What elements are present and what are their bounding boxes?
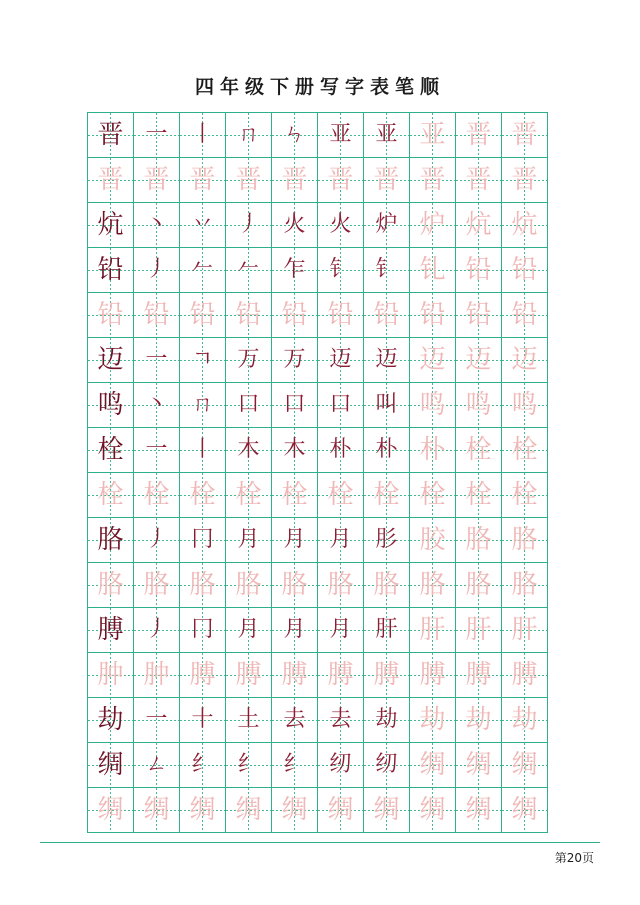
stroke-step-cell: 肝	[502, 608, 548, 653]
trace-character-cell: 铅	[410, 293, 456, 338]
stroke-step-cell: 肝	[410, 608, 456, 653]
trace-character-cell: 绸	[410, 788, 456, 833]
trace-character-cell: 栓	[318, 473, 364, 518]
stroke-step-cell: 劫	[502, 698, 548, 743]
stroke-step-cell: 绸	[410, 743, 456, 788]
model-character-cell: 鸣	[88, 383, 134, 428]
trace-character-cell: 晋	[134, 158, 180, 203]
stroke-step-cell: 劫	[456, 698, 502, 743]
stroke-step-cell: 鸣	[410, 383, 456, 428]
stroke-step-cell: 去	[272, 698, 318, 743]
trace-character-cell: 胳	[364, 563, 410, 608]
stroke-step-cell: 月	[226, 518, 272, 563]
model-character-cell: 迈	[88, 338, 134, 383]
trace-character-cell: 铅	[226, 293, 272, 338]
stroke-step-cell: 土	[226, 698, 272, 743]
stroke-step-cell: 绸	[456, 743, 502, 788]
trace-character-cell: 绸	[272, 788, 318, 833]
trace-character-cell: 绸	[318, 788, 364, 833]
trace-character-cell: 栓	[502, 473, 548, 518]
trace-character-cell: 栓	[272, 473, 318, 518]
stroke-step-cell: 炕	[502, 203, 548, 248]
trace-character-cell: 铅	[318, 293, 364, 338]
stroke-step-cell: 口	[272, 383, 318, 428]
stroke-step-cell: 胳	[456, 518, 502, 563]
stroke-step-cell: 一	[134, 338, 180, 383]
footer-divider	[40, 842, 600, 843]
stroke-step-cell: 亚	[364, 113, 410, 158]
stroke-step-cell: 冂	[180, 608, 226, 653]
stroke-step-cell: 栓	[456, 428, 502, 473]
trace-character-cell: 铅	[272, 293, 318, 338]
stroke-step-cell: 叫	[364, 383, 410, 428]
stroke-step-cell: 口	[226, 383, 272, 428]
stroke-step-cell: 晋	[456, 113, 502, 158]
trace-character-cell: 铅	[134, 293, 180, 338]
stroke-step-cell: 万	[272, 338, 318, 383]
stroke-step-cell: 万	[226, 338, 272, 383]
stroke-step-cell: 迈	[364, 338, 410, 383]
stroke-step-cell: 纫	[318, 743, 364, 788]
trace-character-cell: 绸	[226, 788, 272, 833]
stroke-step-cell: 肝	[456, 608, 502, 653]
stroke-step-cell: 口	[318, 383, 364, 428]
stroke-step-cell: 火	[272, 203, 318, 248]
stroke-step-cell: 铅	[456, 248, 502, 293]
trace-character-cell: 绸	[364, 788, 410, 833]
stroke-step-cell: 亚	[410, 113, 456, 158]
stroke-step-cell: 月	[272, 518, 318, 563]
stroke-step-cell: 冂	[180, 518, 226, 563]
trace-character-cell: 膊	[318, 653, 364, 698]
trace-character-cell: 晋	[180, 158, 226, 203]
stroke-step-cell: 朴	[410, 428, 456, 473]
trace-character-cell: 铅	[364, 293, 410, 338]
stroke-step-cell: 钅	[318, 248, 364, 293]
stroke-step-cell: ㄱ	[180, 338, 226, 383]
stroke-step-cell: 炉	[410, 203, 456, 248]
stroke-step-cell: 迈	[456, 338, 502, 383]
trace-character-cell: 胳	[134, 563, 180, 608]
trace-character-cell: 铅	[180, 293, 226, 338]
trace-character-cell: 晋	[88, 158, 134, 203]
stroke-step-cell: 迈	[318, 338, 364, 383]
trace-character-cell: 铅	[88, 293, 134, 338]
stroke-order-grid	[87, 112, 548, 833]
stroke-step-cell: 𠂉	[180, 248, 226, 293]
trace-character-cell: 肿	[134, 653, 180, 698]
stroke-step-cell: 十	[180, 698, 226, 743]
trace-character-cell: 晋	[318, 158, 364, 203]
trace-character-cell: 栓	[134, 473, 180, 518]
trace-character-cell: 栓	[88, 473, 134, 518]
stroke-step-cell: 一	[134, 428, 180, 473]
stroke-step-cell: ㄥ	[134, 743, 180, 788]
trace-character-cell: 晋	[502, 158, 548, 203]
stroke-step-cell: 肜	[364, 518, 410, 563]
stroke-step-cell: 去	[318, 698, 364, 743]
stroke-step-cell: 丨	[180, 428, 226, 473]
stroke-step-cell: 火	[318, 203, 364, 248]
trace-character-cell: 栓	[226, 473, 272, 518]
model-character-cell: 膊	[88, 608, 134, 653]
trace-character-cell: 绸	[456, 788, 502, 833]
trace-character-cell: 绸	[88, 788, 134, 833]
stroke-step-cell: 月	[272, 608, 318, 653]
trace-character-cell: 膊	[502, 653, 548, 698]
model-character-cell: 栓	[88, 428, 134, 473]
stroke-step-cell: 丨	[180, 113, 226, 158]
stroke-step-cell: 丶	[134, 203, 180, 248]
trace-character-cell: 胳	[318, 563, 364, 608]
trace-character-cell: 铅	[456, 293, 502, 338]
trace-character-cell: 绸	[180, 788, 226, 833]
stroke-step-cell: 纟	[226, 743, 272, 788]
model-character-cell: 晋	[88, 113, 134, 158]
stroke-step-cell: 炉	[364, 203, 410, 248]
stroke-step-cell: 丷	[180, 203, 226, 248]
stroke-step-cell: 朴	[318, 428, 364, 473]
stroke-step-cell: 劫	[410, 698, 456, 743]
stroke-step-cell: 木	[272, 428, 318, 473]
stroke-step-cell: 钆	[410, 248, 456, 293]
stroke-step-cell: 乍	[272, 248, 318, 293]
stroke-step-cell: 鸣	[456, 383, 502, 428]
trace-character-cell: 膊	[456, 653, 502, 698]
model-character-cell: 胳	[88, 518, 134, 563]
model-character-cell: 绸	[88, 743, 134, 788]
stroke-step-cell: 铅	[502, 248, 548, 293]
stroke-step-cell: 木	[226, 428, 272, 473]
stroke-step-cell: 胳	[502, 518, 548, 563]
stroke-step-cell: 丿	[134, 518, 180, 563]
stroke-step-cell: 迈	[410, 338, 456, 383]
trace-character-cell: 胳	[502, 563, 548, 608]
model-character-cell: 铅	[88, 248, 134, 293]
stroke-step-cell: 亚	[318, 113, 364, 158]
trace-character-cell: 栓	[180, 473, 226, 518]
stroke-step-cell: 𠂉	[226, 248, 272, 293]
stroke-step-cell: 鸣	[502, 383, 548, 428]
stroke-step-cell: 晋	[502, 113, 548, 158]
stroke-step-cell: 丿	[134, 248, 180, 293]
stroke-step-cell: 纫	[364, 743, 410, 788]
page-number: 第20页	[554, 851, 594, 865]
trace-character-cell: 栓	[456, 473, 502, 518]
stroke-step-cell: 迈	[502, 338, 548, 383]
stroke-step-cell: 纟	[272, 743, 318, 788]
model-character-cell: 炕	[88, 203, 134, 248]
stroke-step-cell: 劫	[364, 698, 410, 743]
trace-character-cell: 肿	[88, 653, 134, 698]
trace-character-cell: 栓	[410, 473, 456, 518]
trace-character-cell: 膊	[272, 653, 318, 698]
stroke-step-cell: 丶	[134, 383, 180, 428]
stroke-step-cell: 绸	[502, 743, 548, 788]
page-title: 四年级下册写字表笔顺	[194, 76, 445, 98]
trace-character-cell: 栓	[364, 473, 410, 518]
stroke-step-cell: 纟	[180, 743, 226, 788]
stroke-step-cell: 一	[134, 113, 180, 158]
stroke-step-cell: ㄇ	[180, 383, 226, 428]
model-character-cell: 劫	[88, 698, 134, 743]
trace-character-cell: 胳	[272, 563, 318, 608]
trace-character-cell: 膊	[364, 653, 410, 698]
stroke-step-cell: 钅	[364, 248, 410, 293]
trace-character-cell: 膊	[180, 653, 226, 698]
trace-character-cell: 胳	[88, 563, 134, 608]
stroke-step-cell: 月	[226, 608, 272, 653]
trace-character-cell: 晋	[364, 158, 410, 203]
stroke-step-cell: 朴	[364, 428, 410, 473]
stroke-step-cell: 丿	[226, 203, 272, 248]
trace-character-cell: 晋	[410, 158, 456, 203]
trace-character-cell: 膊	[226, 653, 272, 698]
trace-character-cell: 胳	[226, 563, 272, 608]
trace-character-cell: 胳	[180, 563, 226, 608]
trace-character-cell: 晋	[456, 158, 502, 203]
stroke-step-cell: ㄇ	[226, 113, 272, 158]
trace-character-cell: 胳	[456, 563, 502, 608]
stroke-step-cell: ㄣ	[272, 113, 318, 158]
stroke-step-cell: 月	[318, 518, 364, 563]
trace-character-cell: 晋	[272, 158, 318, 203]
trace-character-cell: 铅	[502, 293, 548, 338]
stroke-step-cell: 月	[318, 608, 364, 653]
trace-character-cell: 膊	[410, 653, 456, 698]
trace-character-cell: 胳	[410, 563, 456, 608]
trace-character-cell: 晋	[226, 158, 272, 203]
stroke-step-cell: 栓	[502, 428, 548, 473]
stroke-step-cell: 丿	[134, 608, 180, 653]
stroke-step-cell: 一	[134, 698, 180, 743]
stroke-step-cell: 肝	[364, 608, 410, 653]
stroke-step-cell: 胶	[410, 518, 456, 563]
stroke-step-cell: 炕	[456, 203, 502, 248]
trace-character-cell: 绸	[502, 788, 548, 833]
trace-character-cell: 绸	[134, 788, 180, 833]
